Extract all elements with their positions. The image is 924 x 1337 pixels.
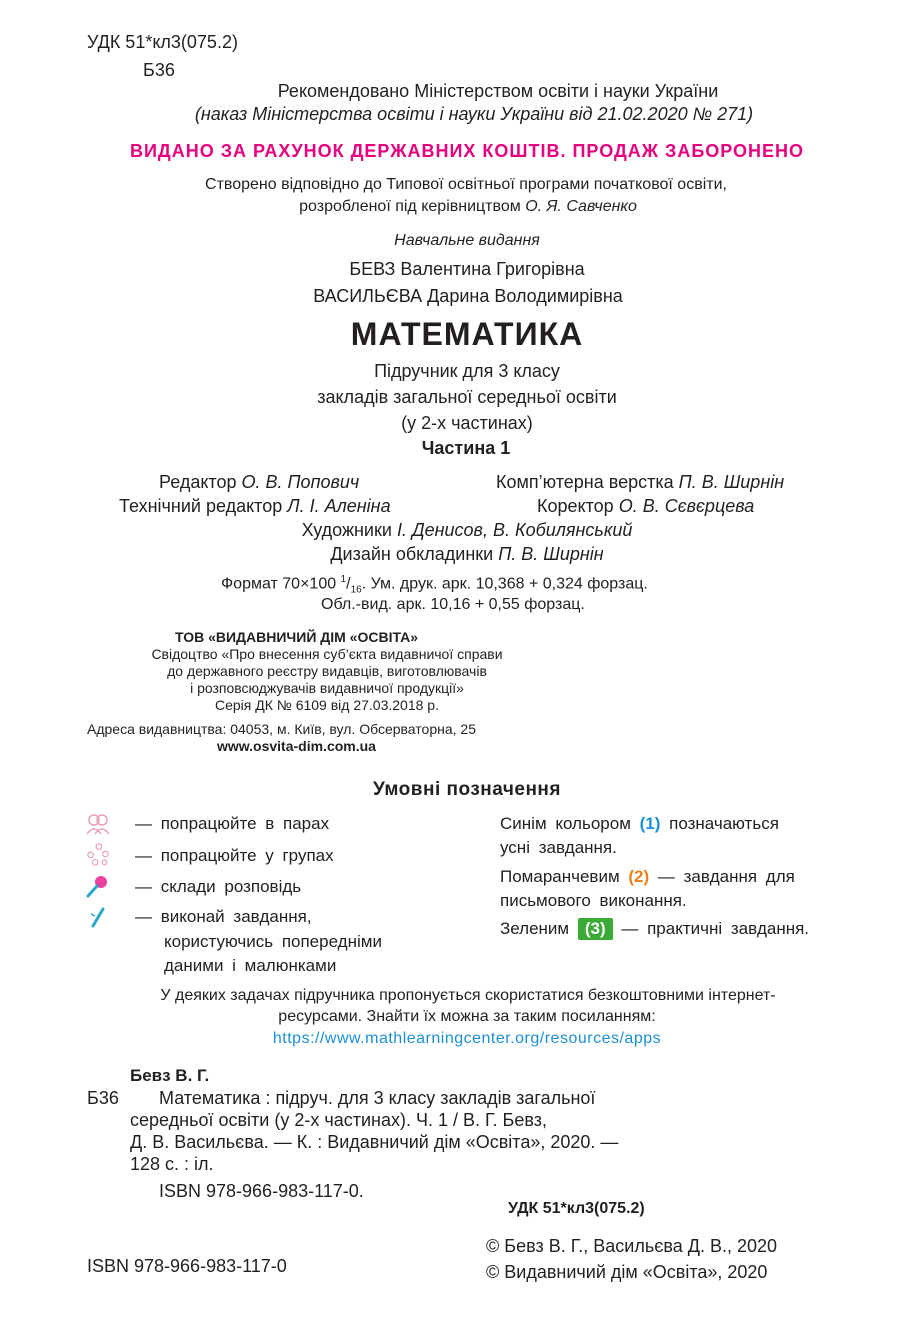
format-line-2: Обл.-вид. арк. 10,16 + 0,55 форзац.: [321, 596, 585, 613]
pair-icon: [85, 812, 111, 836]
state-funded-notice: ВИДАНО ЗА РАХУНОК ДЕРЖАВНИХ КОШТІВ. ПРОДАЖ ЗАБОРОНЕНО: [129, 141, 805, 161]
publisher-address: Адреса видавництва: 04053, м. Київ, вул. Обсерваторна, 25: [87, 721, 476, 737]
book-title: МАТЕМАТИКА: [350, 316, 584, 352]
credit-tech-editor: Технічний редактор Л. І. Аленіна: [119, 496, 391, 516]
legend-item-task-line-3: даними і малюнками: [164, 956, 337, 975]
catalog-line-4: 128 с. : іл.: [130, 1154, 214, 1174]
legend-orange: Помаранчевим (2) — завдання для: [500, 867, 795, 886]
legend-blue: Синім кольором (1) позначаються: [500, 814, 779, 833]
subtitle-1: Підручник для 3 класу: [374, 361, 560, 381]
microphone-icon: [85, 874, 111, 898]
copyright-authors: © Бевз В. Г., Васильєва Д. В., 2020: [486, 1236, 778, 1256]
recommendation: Рекомендовано Міністерством освіти і науки України: [277, 81, 719, 101]
resources-link[interactable]: https://www.mathlearningcenter.org/resources/apps: [272, 1030, 662, 1047]
copyright-publisher: © Видавничий дім «Освіта», 2020: [486, 1262, 768, 1282]
catalog-isbn: ISBN 978-966-983-117-0.: [159, 1181, 364, 1201]
program-line-1: Створено відповідно до Типової освітньої програми початкової освіти,: [205, 176, 727, 193]
udk-code: УДК 51*кл3(075.2): [87, 32, 238, 52]
pencil-icon: [85, 906, 111, 930]
catalog-line-1: Математика : підруч. для 3 класу закладів загальної: [159, 1088, 596, 1108]
subtitle-3: (у 2-х частинах): [401, 413, 533, 433]
publisher-name: ТОВ «ВИДАВНИЧИЙ ДІМ «ОСВІТА»: [175, 629, 419, 645]
edition-type: Навчальне видання: [394, 232, 540, 249]
program-line-2: розробленої під керівництвом О. Я. Савченко: [299, 198, 637, 215]
credit-editor: Редактор О. В. Попович: [159, 472, 360, 492]
bbk-code: Б36: [143, 60, 175, 80]
publisher-website[interactable]: www.osvita-dim.com.ua: [217, 738, 376, 754]
legend-orange-line-2: письмового виконання.: [500, 891, 687, 910]
publisher-certificate: Свідоцтво «Про внесення суб’єкта видавничої справи до державного реєстру видавців, виготовлювачів і розповсюджувачів видавничої продукції» Серія ДК № 6109 від 27.03.2018 р.: [151, 646, 503, 713]
catalog-author: Бевз В. Г.: [130, 1066, 210, 1085]
orange-number-badge: (2): [628, 867, 650, 886]
legend-title: Умовні позначення: [373, 779, 561, 800]
catalog-udk: УДК 51*кл3(075.2): [508, 1200, 645, 1217]
author-2: ВАСИЛЬЄВА Дарина Володимирівна: [313, 286, 623, 306]
catalog-line-2: середньої освіти (у 2-х частинах). Ч. 1 / В. Г. Бевз,: [130, 1110, 547, 1130]
internet-line-2: ресурсами. Знайти їх можна за таким посиланням:: [278, 1008, 656, 1025]
group-icon: [85, 842, 111, 866]
internet-line-1: У деяких задачах підручника пропонується скористатися безкоштовними інтернет-: [160, 987, 776, 1004]
credit-artists: Художники І. Денисов, В. Кобилянський: [301, 520, 633, 540]
catalog-line-3: Д. В. Васильєва. — К. : Видавничий дім «Освіта», 2020. —: [130, 1132, 619, 1152]
legend-green: Зеленим (3) — практичні завдання.: [500, 919, 810, 938]
catalog-code: Б36: [87, 1088, 119, 1108]
credit-proofreader: Коректор О. В. Сєвєрцева: [537, 496, 755, 516]
subtitle-2: закладів загальної середньої освіти: [317, 387, 617, 407]
credit-layout: Комп’ютерна верстка П. В. Ширнін: [496, 472, 785, 492]
legend-item-task: — виконай завдання,: [135, 907, 312, 926]
format-line-1: Формат 70×100 $^1/_{16}$. Ум. друк. арк. 10,368 + 0,324 форзац.: [221, 574, 648, 596]
ministry-order: (наказ Міністерства освіти і науки України від 21.02.2020 № 271): [194, 104, 754, 124]
credit-cover: Дизайн обкладинки П. В. Ширнін: [330, 544, 604, 564]
legend-blue-line-2: усні завдання.: [500, 838, 617, 857]
legend-item-task-line-2: користуючись попередніми: [164, 932, 382, 951]
blue-number-badge: (1): [639, 814, 661, 833]
part-number: Частина 1: [421, 438, 511, 458]
legend-item-pairs: — попрацюйте в парах: [135, 814, 330, 833]
author-1: БЕВЗ Валентина Григорівна: [349, 259, 585, 279]
legend-item-groups: — попрацюйте у групах: [135, 846, 334, 865]
isbn-bottom: ISBN 978-966-983-117-0: [87, 1256, 287, 1276]
green-number-badge: (3): [578, 918, 613, 940]
legend-item-story: — склади розповідь: [135, 877, 302, 896]
